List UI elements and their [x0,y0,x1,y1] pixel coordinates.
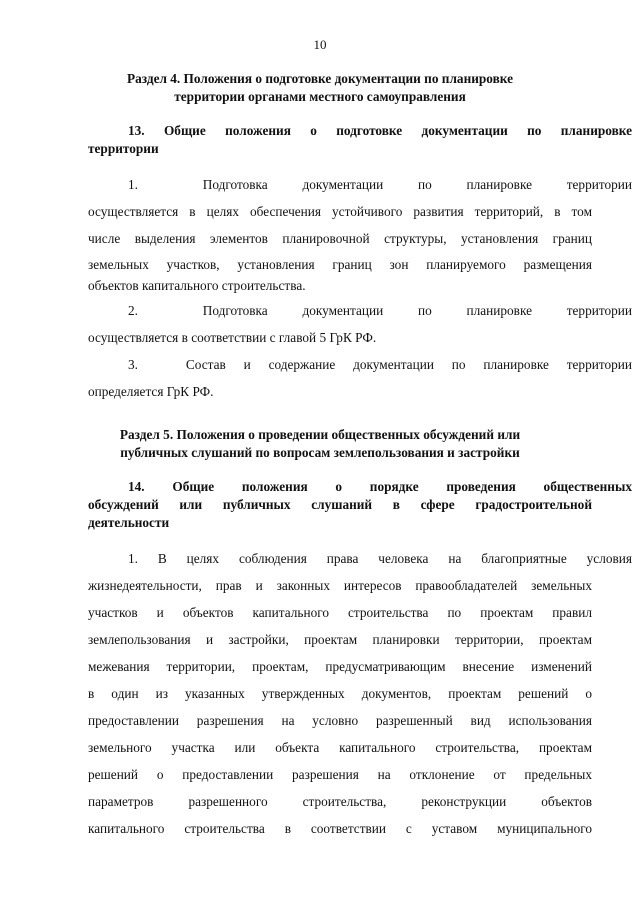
item-text: Подготовка документации по планировке территории [202,303,632,318]
article-14-paragraph-line: 1. В целях соблюдения права человека на благоприятные условия [128,551,632,566]
article-13-item-1-first-line [88,176,632,194]
article-14-paragraph-line: в один из указанных утвержденных документов, проектам решений о [88,686,592,701]
article-14-paragraph-line: участков и объектов капитального строительства по проектам правил [88,605,592,620]
article-14-paragraph-line: жизнедеятельности, прав и законных интересов правообладателей земельных [88,578,592,593]
article-13-item-2-last-line: осуществляется в соответствии с главой 5 ГрК РФ. [88,330,377,345]
section-4-title-line-1: Раздел 4. Положения о подготовке документации по планировке [126,71,514,86]
item-number: 3. [128,357,138,372]
item-number: 1. [128,177,138,192]
article-14-title-line-3: деятельности [88,515,170,530]
article-14-title-line-2: обсуждений или публичных слушаний в сфере градостроительной [88,497,592,512]
article-13-item-1-line: числе выделения элементов планировочной структуры, установления границ [88,231,592,246]
article-13-item-3-first-line [88,356,632,374]
section-4-title-line-2: территории органами местного самоуправления [174,89,466,104]
article-14-paragraph-line: предоставлении разрешения на условно разрешенный вид использования [88,713,592,728]
article-13-item-3-last-line: определяется ГрК РФ. [88,384,214,399]
article-13-title-line-1: 13. Общие положения о подготовке документации по планировке [128,123,632,138]
item-number: 2. [128,303,138,318]
item-text: Состав и содержание документации по планировке территории [185,357,632,372]
article-13-title-line-2: территории [88,141,159,156]
article-13-item-1-line: осуществляется в целях обеспечения устойчивого развития территорий, в том [88,204,592,219]
article-14-paragraph-line: землепользования и застройки, проектам планировки территории, проектам [88,632,592,647]
article-14-paragraph-line: межевания территории, проектам, предусматривающим внесение изменений [88,659,592,674]
article-14-paragraph-line: земельного участка или объекта капитального строительства, проектам [88,740,592,755]
section-5-title-line-2: публичных слушаний по вопросам землепользования и застройки [120,445,520,460]
item-text: Подготовка документации по планировке территории [202,177,632,192]
article-14-title-line-1: 14. Общие положения о порядке проведения общественных [128,479,632,494]
article-14-paragraph-line: капитального строительства в соответствии с уставом муниципального [88,821,592,836]
article-13-item-1-line: земельных участков, установления границ зон планируемого размещения [88,257,592,272]
page-number: 10 [313,37,327,52]
article-14-paragraph-line: параметров разрешенного строительства, реконструкции объектов [88,794,592,809]
article-13-item-1-last-line: объектов капитального строительства. [88,278,306,293]
section-5-title-line-1: Раздел 5. Положения о проведении общественных обсуждений или [119,427,521,442]
article-13-item-2-first-line [88,302,632,320]
article-14-paragraph-line: решений о предоставлении разрешения на отклонение от предельных [88,767,592,782]
